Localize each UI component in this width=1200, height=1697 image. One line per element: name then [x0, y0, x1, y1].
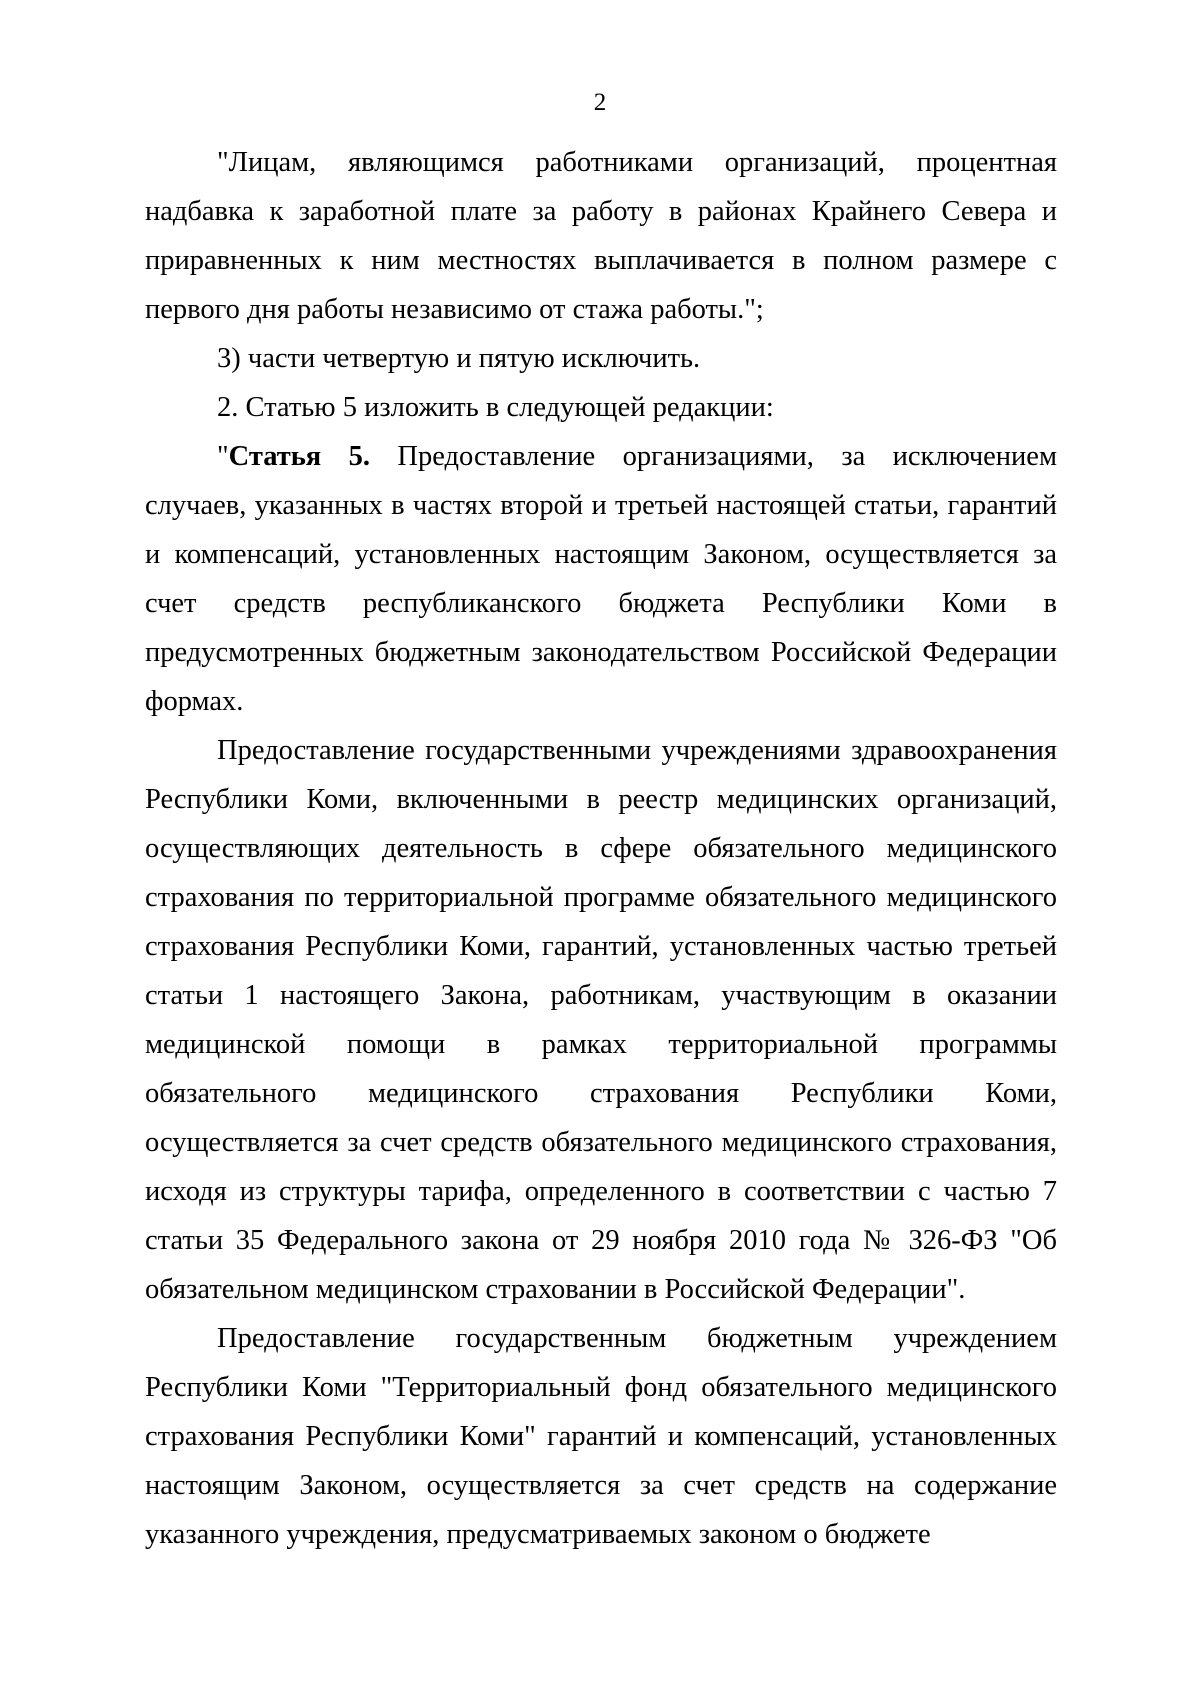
paragraph-territorial-fund: Предоставление государственным бюджетным учреждением Республики Коми "Территориальный фонд обязательного медицинского страхования Республики Коми" гарантий и компенсаций, установленных настоящим Законом, осуществляется за счет средств на содержание указанного учреждения, предусматриваемых законом о бюджете: [145, 1323, 1057, 1550]
document-body: [145, 138, 1057, 1559]
paragraph-quote-northern-allowance: "Лицам, являющимся работниками организаций, процентная надбавка к заработной плате за работу в районах Крайнего Севера и приравненных к ним местностях выплачивается в полном размере с первого дня работы независимо от стажа работы.";: [145, 147, 1057, 325]
article-heading: Статья 5.: [228, 441, 370, 472]
paragraph-item-3: 3) части четвертую и пятую исключить.: [217, 343, 701, 374]
paragraph-healthcare-institutions: Предоставление государственными учреждениями здравоохранения Республики Коми, включенными в реестр медицинских организаций, осуществляющих деятельность в сфере обязательного медицинского страхования по территориальной программе обязательного медицинского страхования Республики Коми, гарантий, установленных частью третьей статьи 1 настоящего Закона, работникам, участвующим в оказании медицинской помощи в рамках территориальной программы обязательного медицинского страхования Республики Коми, осуществляется за счет средств обязательного медицинского страхования, исходя из структуры тарифа, определенного в соответствии с частью 7 статьи 35 Федерального закона от 29 ноября 2010 года № 326-ФЗ "Об обязательном медицинском страховании в Российской Федерации".: [145, 735, 1057, 1305]
opening-quote: ": [217, 441, 229, 472]
paragraph-article-5: [145, 432, 1057, 726]
article-5-text: Предоставление организациями, за исключением случаев, указанных в частях второй и третьей настоящей статьи, гарантий и компенсаций, установленных настоящим Законом, осуществляется за счет средств республиканского бюджета Республики Коми в предусмотренных бюджетным законодательством Российской Федерации формах.: [145, 441, 1057, 717]
paragraph-item-2: 2. Статью 5 изложить в следующей редакции:: [217, 392, 774, 423]
page-number: 2: [593, 89, 607, 116]
